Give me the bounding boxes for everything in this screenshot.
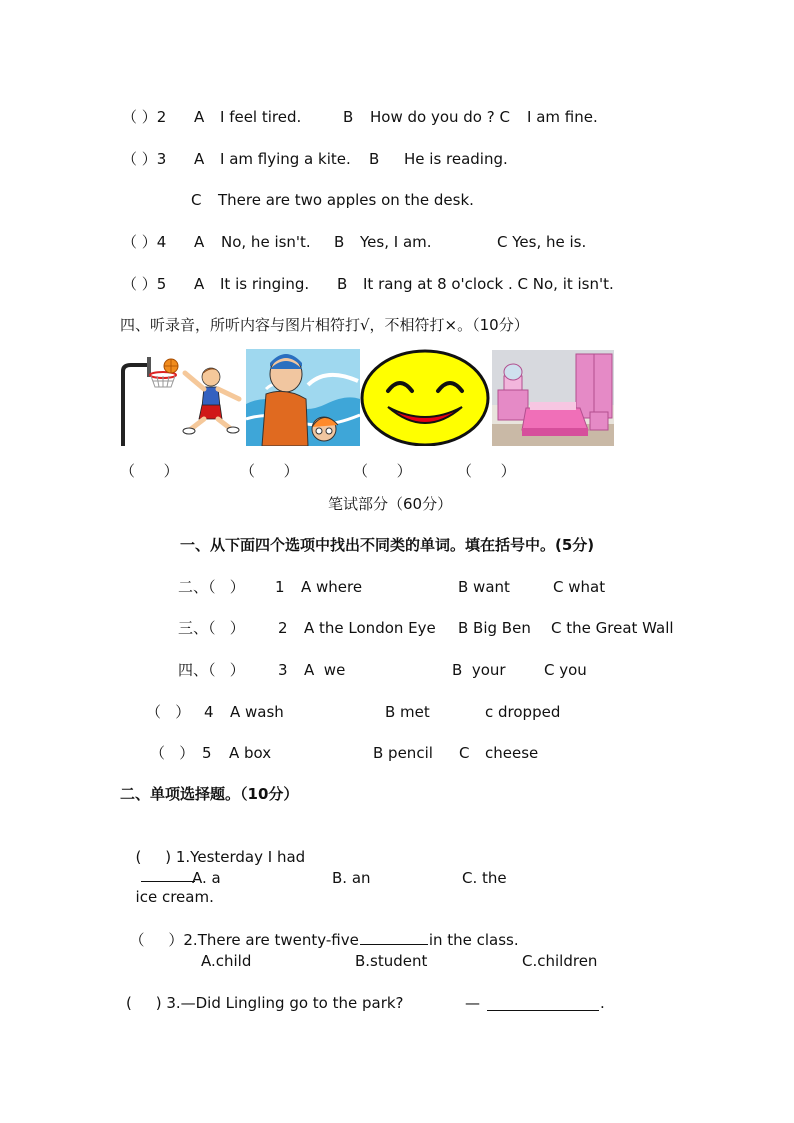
basketball-picture (119, 349, 245, 446)
part2-q3-blank[interactable] (487, 996, 599, 1011)
part2-q2-option-b: B.student (355, 952, 428, 970)
q5-option-a-letter: A (194, 275, 205, 293)
part1-item-5-prefix: （ ） (150, 744, 195, 762)
listening-section-4-title: 四、听录音，所听内容与图片相符打√，不相符打×。（10分） (120, 316, 529, 334)
part1-item-2-prefix: 三、（ ） (178, 619, 245, 637)
q2-option-b-letter: B (343, 108, 354, 126)
part1-item-3-prefix: 四、（ ） (178, 661, 245, 679)
part1-item-3-number: 3 (278, 661, 288, 679)
q2-option-b: How do you do ? C (370, 108, 510, 126)
q4-option-c: C Yes, he is. (497, 233, 587, 251)
picture-2-answer-blank[interactable]: （ ） (240, 462, 299, 480)
q5-option-a: It is ringing. (220, 275, 310, 293)
q4-option-a: No, he isn't. (221, 233, 311, 251)
part2-q1-stem-end: ice cream. (135, 888, 214, 906)
bedroom-picture (492, 350, 614, 446)
part2-q2-option-a: A.child (201, 952, 252, 970)
part2-q2-stem-start: （ ）2.There are twenty-five (129, 931, 359, 949)
part1-item-2-option-c: C the Great Wall (551, 619, 674, 637)
part1-item-2-number: 2 (278, 619, 288, 637)
part2-q3-stem: ( ) 3.—Did Lingling go to the park? (126, 994, 404, 1012)
picture-4-answer-blank[interactable]: （ ） (457, 462, 516, 480)
part1-item-1-number: 1 (275, 578, 285, 596)
q3-option-b-letter: B (369, 150, 380, 168)
picture-1-answer-blank[interactable]: （ ） (120, 462, 179, 480)
part1-item-3-option-a: A we (304, 661, 346, 679)
q4-number: （ ）4 (122, 233, 167, 251)
smiley-face-picture (360, 349, 490, 446)
part1-item-5-number: 5 (202, 744, 212, 762)
part2-q1-option-a: A. a (192, 869, 221, 887)
part1-item-4-option-a: A wash (230, 703, 284, 721)
q5-number: （ ）5 (122, 275, 167, 293)
q2-option-a-letter: A (194, 108, 205, 126)
q5-option-b-letter: B (337, 275, 348, 293)
part1-item-5-option-b: B pencil (373, 744, 433, 762)
part1-item-5-option-a: A box (229, 744, 272, 762)
swimming-picture (246, 349, 360, 446)
part1-item-1-option-b: B want (458, 578, 510, 596)
part1-item-5-option-c-letter: C (459, 744, 470, 762)
part1-item-1-option-a: A where (301, 578, 363, 596)
part2-q1-option-b: B. an (332, 869, 371, 887)
part2-q2-option-c: C.children (522, 952, 598, 970)
q5-option-b: It rang at 8 o'clock . C No, it isn't. (363, 275, 614, 293)
q3-number: （ ）3 (122, 150, 167, 168)
part2-title: 二、单项选择题。（10分） (120, 785, 299, 803)
q3-option-c: There are two apples on the desk. (218, 191, 474, 209)
part1-title: 一、从下面四个选项中找出不同类的单词。填在括号中。(5分) (180, 536, 595, 554)
part2-q1-option-c: C. the (462, 869, 507, 887)
part1-item-4-number: 4 (204, 703, 214, 721)
part1-item-2-option-a: A the London Eye (304, 619, 436, 637)
part2-q3-end: . (600, 994, 605, 1012)
part2-q2-stem (120, 910, 519, 950)
q2-number: （ ）2 (122, 108, 167, 126)
part1-item-1-prefix: 二、（ ） (178, 578, 245, 596)
part2-q3-answer-dash: — (465, 994, 480, 1012)
part1-item-5-option-c: cheese (485, 744, 539, 762)
q2-option-a: I feel tired. (220, 108, 302, 126)
part2-q2-blank[interactable] (360, 930, 428, 945)
q2-option-c: I am fine. (527, 108, 598, 126)
part1-item-3-option-c: C you (544, 661, 587, 679)
part2-q2-stem-end: in the class. (428, 931, 519, 949)
part2-q1-stem (126, 827, 305, 907)
part2-q1-stem-start: ( ) 1.Yesterday I had (135, 848, 306, 866)
part1-item-4-option-c: c dropped (485, 703, 561, 721)
part1-item-2-option-b: B Big Ben (458, 619, 531, 637)
picture-3-answer-blank[interactable]: （ ） (353, 462, 412, 480)
q4-option-a-letter: A (194, 233, 205, 251)
part1-item-4-prefix: （ ） (146, 703, 191, 721)
q4-option-b: Yes, I am. (360, 233, 432, 251)
written-section-title: 笔试部分（60分） (328, 495, 453, 513)
q3-option-b: He is reading. (404, 150, 508, 168)
q3-option-a: I am flying a kite. (220, 150, 351, 168)
part1-item-3-option-b: B your (452, 661, 506, 679)
q3-option-a-letter: A (194, 150, 205, 168)
part1-item-1-option-c: C what (553, 578, 606, 596)
part1-item-4-option-b: B met (385, 703, 430, 721)
q3-option-c-letter: C (191, 191, 202, 209)
q4-option-b-letter: B (334, 233, 345, 251)
part2-q1-blank[interactable] (141, 867, 195, 882)
